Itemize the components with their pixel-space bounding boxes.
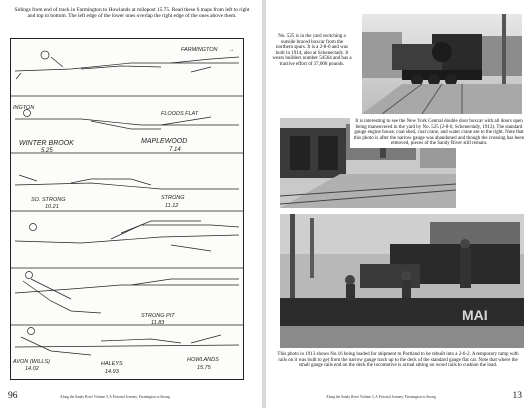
- label-haleys-mp: 14.93: [105, 369, 119, 375]
- label-strong-mp: 11.12: [165, 203, 179, 209]
- left-page-number: 96: [8, 391, 18, 401]
- map-caption: Sidings from end of track in Farmington to Howlands at milepost 15.75. Read these 6 maps from left to right and top to bottom. The left edge of the lower ones overlap the right edge of the ones above them.: [14, 7, 250, 20]
- right-page-number: 13: [512, 391, 522, 401]
- label-so-strong: SO. STRONG: [31, 197, 66, 203]
- track-map-diagram: [10, 38, 244, 380]
- label-so-strong-mp: 10.21: [45, 204, 59, 210]
- caption-boxcar: It is interesting to see the New York Central double door boxcar with all doors open being maneuvered in the yard by No. 525 (2-8-0, Schenectady, 1913). The standard gauge engine house, coal shed, coal crane, and water crane are to the right. Note that this photo is after the narrow gauge was abandoned and though the crossing has been removed, pieces of the Sandy River still remain.: [350, 118, 528, 148]
- arrow-right-label: →: [229, 47, 235, 53]
- label-strong-pit: STRONG PIT: [141, 313, 175, 319]
- label-winter-brook-mp: 5.25: [41, 148, 53, 154]
- label-avon-wills-mp: 14.02: [25, 366, 39, 372]
- label-winter-brook: WINTER BROOK: [19, 140, 74, 147]
- photo-loading-no-16: [280, 214, 524, 348]
- label-farmington: FARMINGTON: [181, 47, 218, 53]
- left-running-footer: Along the Sandy River Volume 3, A Pictorial Journey: Farmington to Strong: [60, 395, 170, 399]
- left-page: [0, 0, 262, 408]
- label-avon-wills: AVON (WILLS): [13, 359, 50, 365]
- label-maplewood-mp: 7.14: [169, 147, 181, 153]
- right-page: [266, 0, 528, 408]
- label-maplewood: MAPLEWOOD: [141, 138, 188, 145]
- right-running-footer: Along the Sandy River Volume 3, A Pictorial Journey: Farmington to Strong: [326, 395, 436, 399]
- label-floods-flat: FLOODS FLAT: [161, 111, 199, 117]
- label-howlands-mp: 15.75: [197, 365, 211, 371]
- label-haleys: HALEYS: [101, 361, 123, 367]
- track-map-svg: [11, 39, 243, 379]
- photo-locomotive-525: [362, 14, 522, 114]
- label-howlands: HOWLANDS: [187, 357, 219, 363]
- label-strong: STRONG: [161, 195, 185, 201]
- car-lettering: MAI: [462, 307, 488, 323]
- label-farmington-left: INGTON: [13, 105, 35, 111]
- label-strong-pit-mp: 11.83: [151, 320, 165, 326]
- caption-no-525: No. 525 is in the yard switching a outside braced boxcar from the northern spurs. It is a 2-8-0 and was built in 1914, also at Schenectady. It wears builders number 54564 and has a tractive effort of 37,000 pounds.: [272, 34, 352, 67]
- caption-no-16: This photo in 1913 shows No.16 being loaded for shipment to Portland to be rebuilt into a 2-6-2. A temporary ramp with rails on it was built to get from the narrow gauge track up to the deck of the standard gauge flat car. Note that where the small gauge rails end on the deck the locomotive is actual sitting on wood rails to cushion the load.: [277, 352, 519, 369]
